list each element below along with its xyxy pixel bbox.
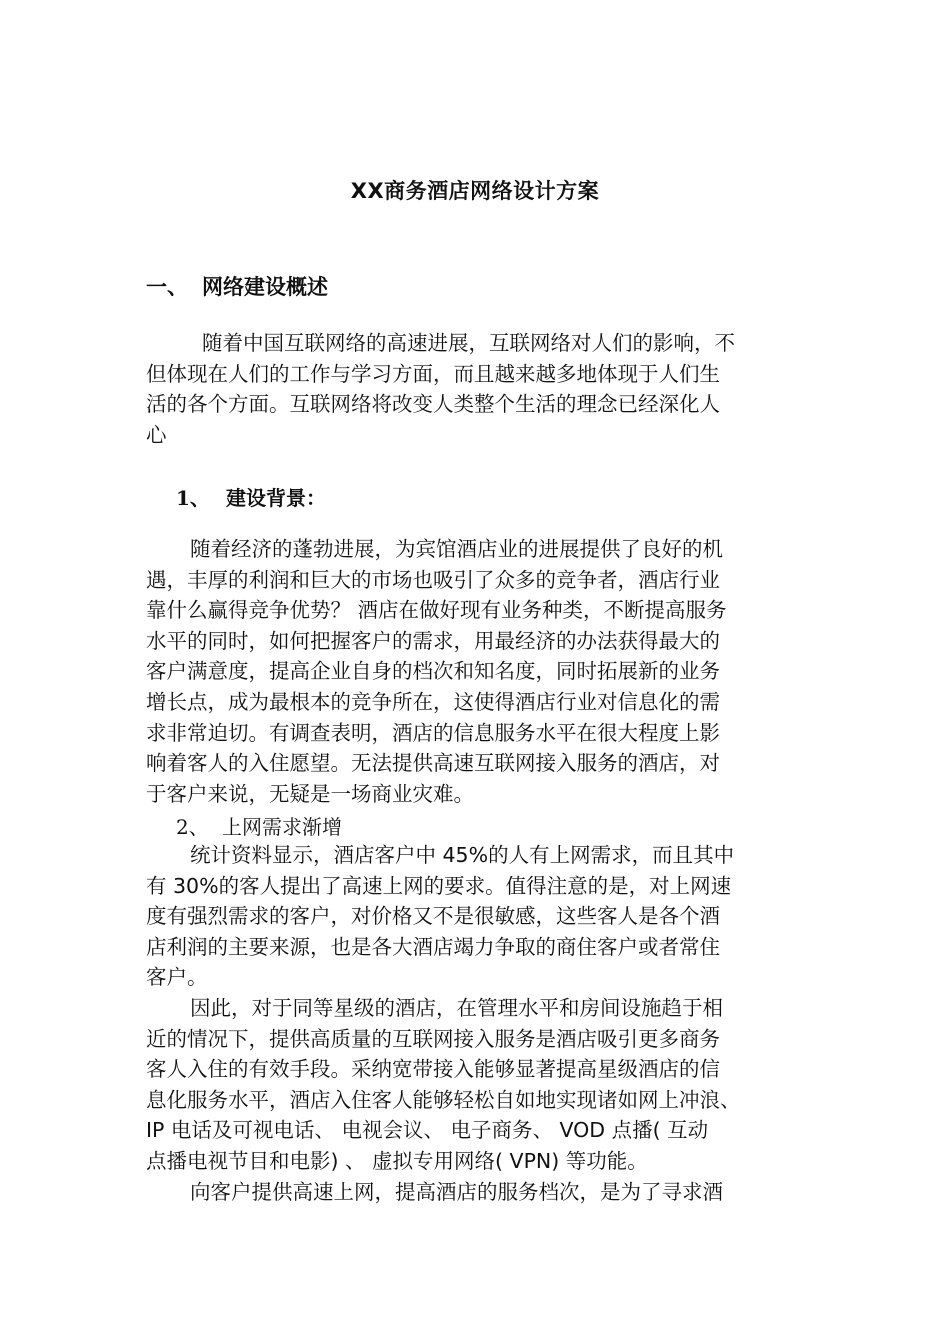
paragraph-line: 客户。	[146, 965, 208, 990]
paragraph-line: 水平的同时，如何把握客户的需求，用最经济的办法获得最大的	[146, 628, 720, 653]
paragraph-line: 遇，丰厚的利润和巨大的市场也吸引了众多的竞争者，酒店行业	[146, 567, 720, 592]
paragraph-line: 活的各个方面。互联网络将改变人类整个生活的理念已经深化人	[146, 392, 720, 417]
paragraph-line: IP 电话及可视电话、 电视会议、 电子商务、 VOD 点播( 互动	[146, 1118, 709, 1143]
paragraph-line: 响着客人的入住愿望。无法提供高速互联网接入服务的酒店，对	[146, 751, 720, 776]
services-paragraph	[146, 993, 814, 1177]
intro-paragraph	[146, 328, 814, 450]
paragraph-line: 统计资料显示，酒店客户中 45%的人有上网需求，而且其中	[190, 843, 735, 867]
paragraph-line: 因此，对于同等星级的酒店，在管理水平和房间设施趋于相	[190, 996, 723, 1020]
paragraph-line: 靠什么赢得竞争优势？ 酒店在做好现有业务种类，不断提高服务	[146, 598, 727, 623]
paragraph-line: 但体现在人们的工作与学习方面，而且越来越多地体现于人们生	[146, 361, 720, 386]
subsection-heading	[176, 812, 342, 842]
paragraph-line: 心	[146, 422, 167, 447]
section-heading-text: 网络建设概述	[202, 275, 328, 299]
section-number: 一、	[146, 275, 188, 299]
document-title: XX商务酒店网络设计方案	[350, 179, 600, 203]
subsection-heading-text: 上网需求渐增	[222, 815, 342, 839]
paragraph-line: 随着中国互联网络的高速进展，互联网络对人们的影响，不	[202, 331, 735, 355]
closing-paragraph	[146, 1177, 814, 1208]
paragraph-line: 点播电视节目和电影) 、 虚拟专用网络( VPN) 等功能。	[146, 1148, 648, 1173]
subsection-number: 2、	[176, 815, 209, 839]
paragraph-line: 客户满意度，提高企业自身的档次和知名度，同时拓展新的业务	[146, 659, 720, 684]
paragraph-line: 向客户提供高速上网，提高酒店的服务档次，是为了寻求酒	[190, 1180, 723, 1204]
paragraph-line: 增长点，成为最根本的竞争所在，这使得酒店行业对信息化的需	[146, 689, 720, 714]
paragraph-line: 随着经济的蓬勃进展，为宾馆酒店业的进展提供了良好的机	[190, 537, 723, 561]
paragraph-line: 有 30%的客人提出了高速上网的要求。值得注意的是，对上网速	[146, 873, 732, 898]
background-paragraph	[146, 534, 814, 809]
subsection-number: 1、	[176, 486, 210, 510]
paragraph-line: 求非常迫切。有调查表明，酒店的信息服务水平在很大程度上影	[146, 720, 720, 745]
demand-paragraph	[146, 840, 814, 993]
paragraph-line: 近的情况下，提供高质量的互联网接入服务是酒店吸引更多商务	[146, 1026, 720, 1051]
paragraph-line: 息化服务水平，酒店入住客人能够轻松自如地实现诸如网上冲浪、	[146, 1087, 741, 1112]
subsection-heading	[176, 481, 326, 515]
section-heading	[146, 270, 328, 304]
paragraph-line: 客人入住的有效手段。采纳宽带接入能够显著提高星级酒店的信	[146, 1057, 720, 1082]
paragraph-line: 度有强烈需求的客户，对价格又不是很敏感，这些客人是各个酒	[146, 904, 720, 929]
subsection-heading-text: 建设背景：	[226, 486, 326, 510]
paragraph-line: 于客户来说，无疑是一场商业灾难。	[146, 781, 474, 806]
paragraph-line: 店利润的主要来源，也是各大酒店竭力争取的商住客户或者常住	[146, 934, 720, 959]
